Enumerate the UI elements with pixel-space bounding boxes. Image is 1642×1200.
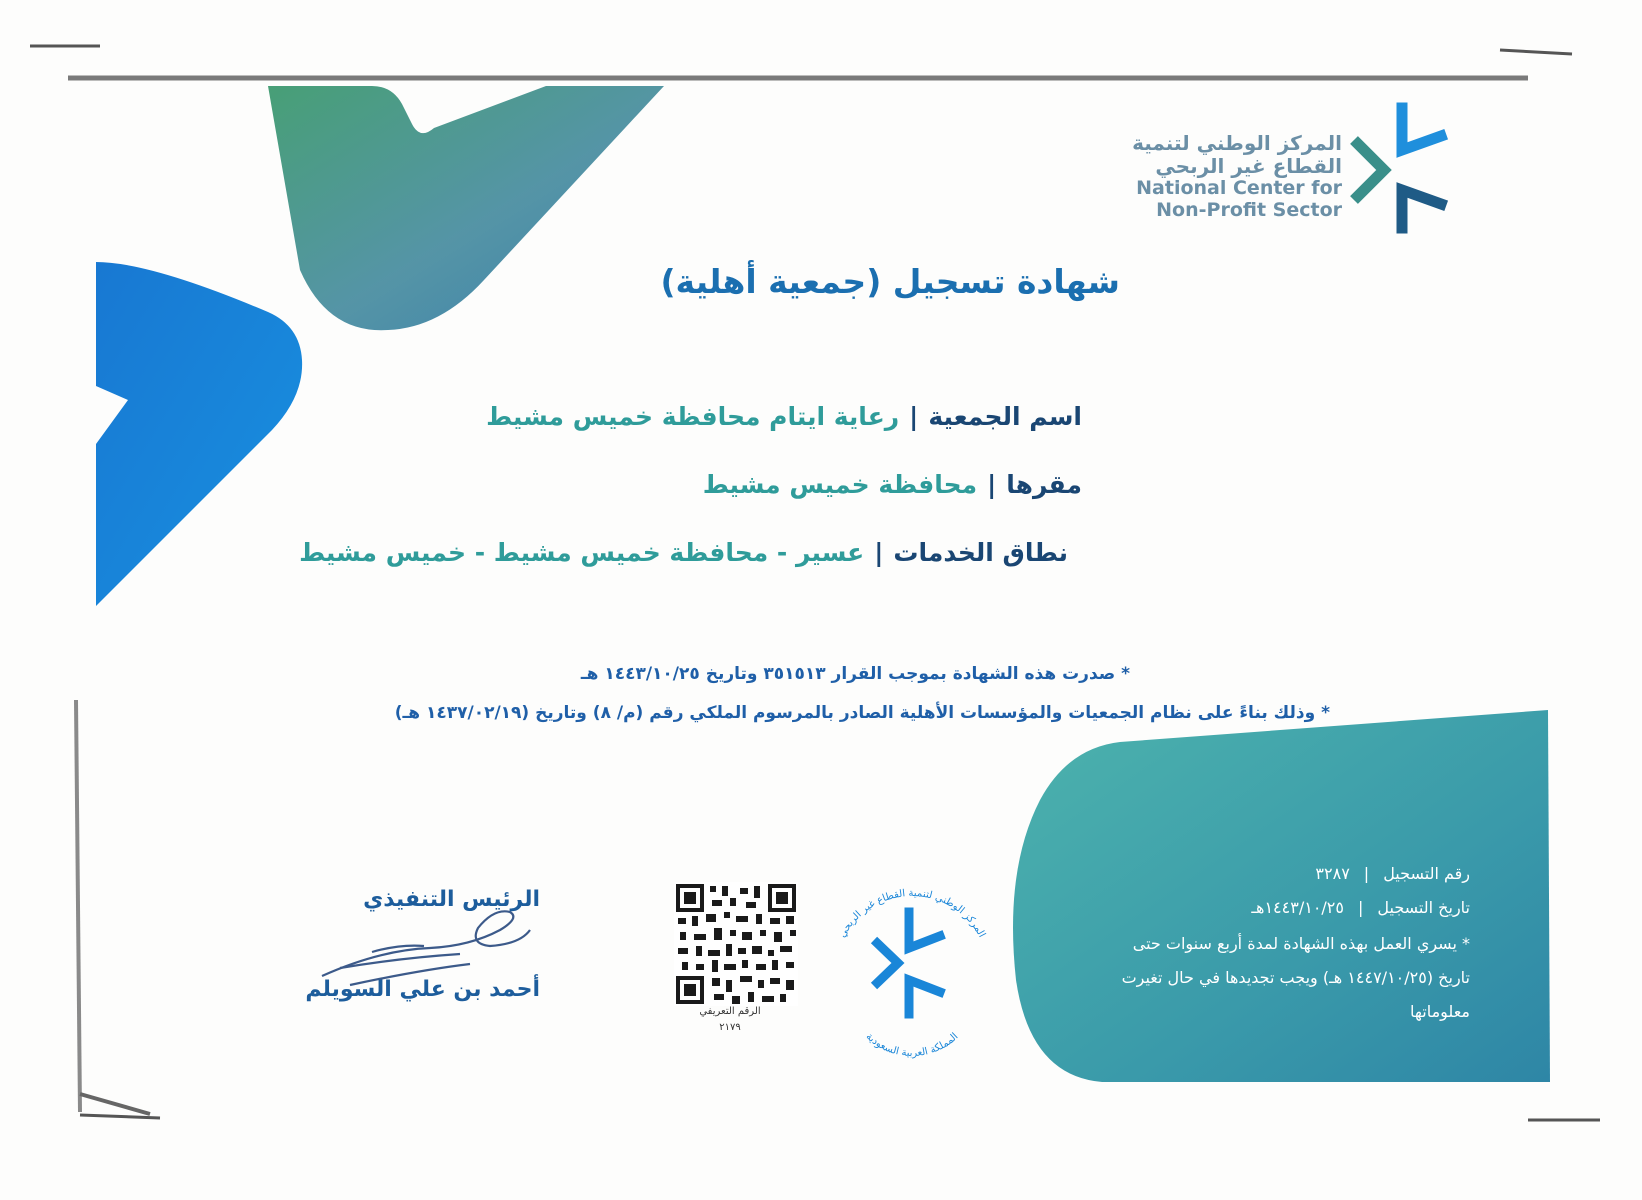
blue-arrow-shape: [96, 262, 302, 606]
registration-date-label: تاريخ التسجيل: [1377, 898, 1470, 917]
registration-number-label: رقم التسجيل: [1383, 864, 1470, 883]
signature-scribble: [322, 911, 530, 985]
center-logo-icon: [1354, 108, 1441, 228]
field-value: رعاية ايتام محافظة خميس مشيط: [486, 402, 900, 431]
field-separator: |: [874, 538, 884, 567]
field-separator: |: [987, 470, 997, 499]
field-value: عسير - محافظة خميس مشيط - خميس مشيط: [299, 538, 865, 567]
field-separator: |: [909, 402, 919, 431]
issuance-note: * صدرت هذه الشهادة بموجب القرار ٣٥١٥١٣ وتاريخ ١٤٤٣/١٠/٢٥ هـ: [580, 664, 1130, 684]
field-value: محافظة خميس مشيط: [702, 470, 978, 499]
registration-date-value: ١٤٤٣/١٠/٢٥هـ: [1251, 898, 1344, 917]
field-association-name: [486, 402, 1082, 431]
validity-line-1: * يسري العمل بهذه الشهادة لمدة أربع سنوات حتى: [1132, 934, 1470, 953]
logo-arabic-line-1: المركز الوطني لتنمية: [1132, 131, 1342, 155]
qr-id-number: ٢١٧٩: [719, 1022, 741, 1033]
logo-english-line-1: National Center for: [1136, 177, 1342, 199]
field-label: مقرها: [1006, 470, 1082, 499]
official-seal-icon: [832, 882, 992, 1042]
logo-english-line-2: Non-Profit Sector: [1156, 198, 1342, 221]
registration-number-value: ٣٢٨٧: [1315, 864, 1350, 883]
qr-id-label: الرقم التعريفي: [699, 1006, 761, 1017]
certificate-title: شهادة تسجيل (جمعية أهلية): [660, 262, 1120, 301]
qr-code: [674, 882, 798, 1006]
validity-line-2: تاريخ (١٤٤٧/١٠/٢٥ هـ) ويجب تجديدها في حال تغيرت: [1121, 968, 1470, 987]
field-headquarters: [703, 470, 1082, 499]
teal-info-panel: [1013, 710, 1550, 1082]
field-label: اسم الجمعية: [928, 402, 1082, 431]
seal-top-text: المركز الوطني لتنمية القطاع غير الربحي: [836, 887, 988, 940]
signatory-title: الرئيس التنفيذي: [363, 887, 540, 912]
field-label: نطاق الخدمات: [893, 538, 1068, 567]
registration-number: رقم التسجيل|٣٢٨٧: [1315, 864, 1470, 883]
signatory-name: أحمد بن علي السويلم: [305, 977, 540, 1002]
seal-bottom-text: المملكة العربية السعودية: [863, 1031, 961, 1060]
registration-date: تاريخ التسجيل|١٤٤٣/١٠/٢٥هـ: [1251, 898, 1470, 917]
validity-line-3: معلوماتها: [1410, 1002, 1470, 1021]
logo-arabic-line-2: القطاع غير الربحي: [1155, 154, 1342, 178]
center-logo-text: [1120, 132, 1342, 222]
field-service-scope: [299, 538, 1068, 567]
legal-basis-note: * وذلك بناءً على نظام الجمعيات والمؤسسات الأهلية الصادر بالمرسوم الملكي رقم (م/ ٨) وتاريخ (١٤٣٧/٠٢/١٩ هـ): [394, 703, 1330, 723]
